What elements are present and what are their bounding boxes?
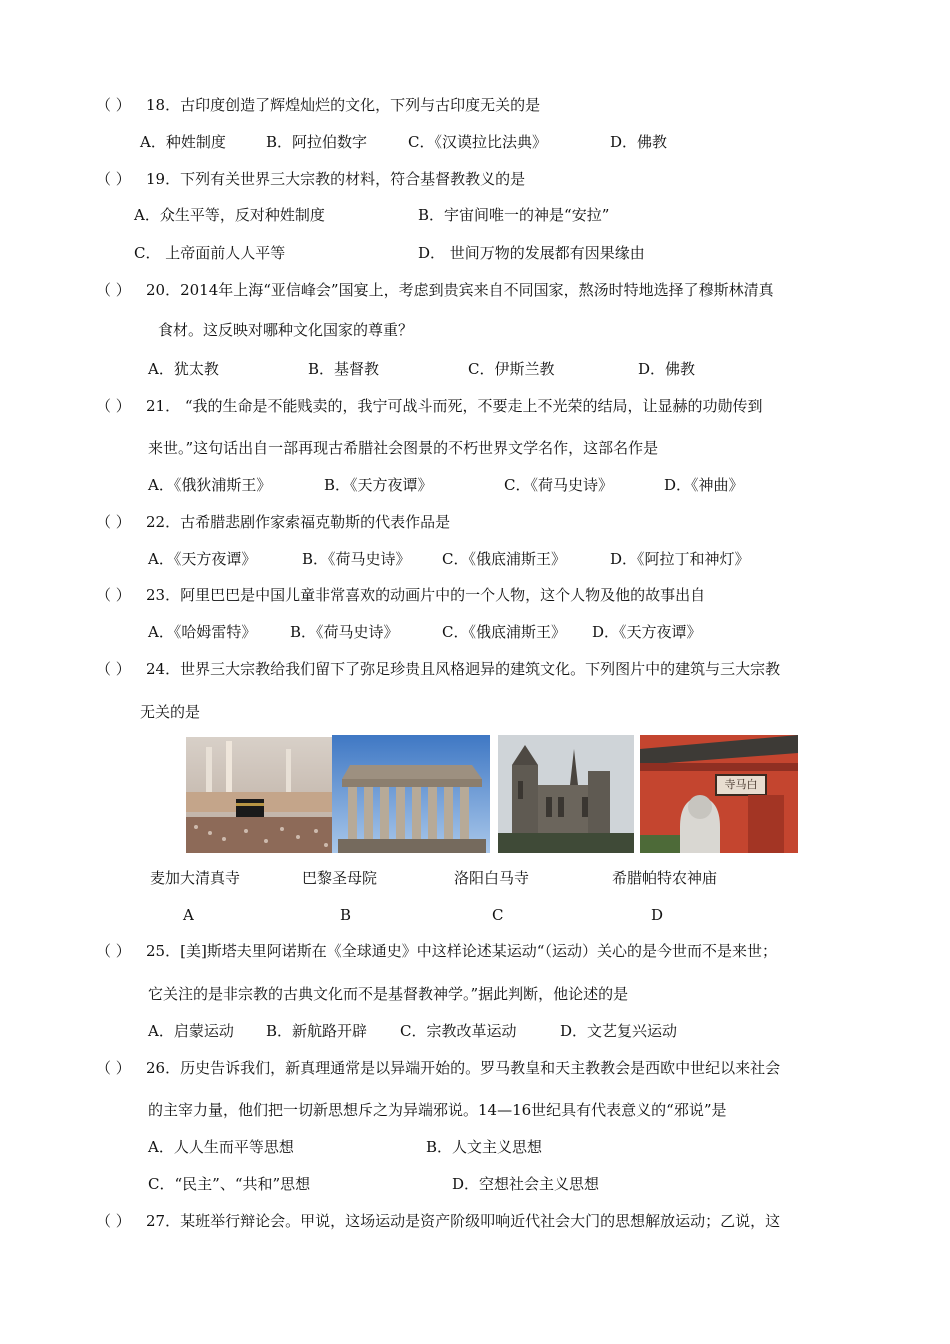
q18-option-b[interactable]: B．阿拉伯数字 <box>266 133 368 151</box>
picture-option-b[interactable]: B <box>340 906 352 924</box>
picture-option-c[interactable]: C <box>492 906 504 924</box>
q20-option-a[interactable]: A．犹太教 <box>148 360 219 378</box>
caption-1: 麦加大清真寺 <box>150 869 241 887</box>
q25-option-d[interactable]: D．文艺复兴运动 <box>560 1022 678 1040</box>
caption-4: 希腊帕特农神庙 <box>612 869 718 887</box>
white-horse-temple-photo <box>640 735 798 853</box>
q21-option-d[interactable]: D．《神曲》 <box>664 476 744 494</box>
q21-option-c[interactable]: C．《荷马史诗》 <box>504 476 613 494</box>
q27-stem: 27．某班举行辩论会。甲说，这场运动是资产阶级叩响近代社会大门的思想解放运动；乙说，这 <box>146 1212 781 1230</box>
q23-option-a[interactable]: A．《哈姆雷特》 <box>148 623 257 641</box>
q22-paren[interactable]: （ ） <box>96 513 131 531</box>
q26-stem: 26．历史告诉我们，新真理通常是以异端开始的。罗马教皇和天主教教会是西欧中世纪以来社会 <box>146 1059 781 1077</box>
q19-stem: 19．下列有关世界三大宗教的材料，符合基督教教义的是 <box>146 170 526 188</box>
q18-stem: 18．古印度创造了辉煌灿烂的文化，下列与古印度无关的是 <box>146 96 541 114</box>
q26-option-b[interactable]: B．人文主义思想 <box>426 1138 543 1156</box>
q20-stem-cont: 食材。这反映对哪种文化国家的尊重？ <box>158 321 414 339</box>
q22-stem: 22．古希腊悲剧作家索福克勒斯的代表作品是 <box>146 513 451 531</box>
q23-paren[interactable]: （ ） <box>96 586 131 604</box>
q25-option-c[interactable]: C．宗教改革运动 <box>400 1022 517 1040</box>
q20-option-b[interactable]: B．基督教 <box>308 360 380 378</box>
q24-paren[interactable]: （ ） <box>96 660 131 678</box>
q21-paren[interactable]: （ ） <box>96 397 131 415</box>
caption-2: 巴黎圣母院 <box>302 869 378 887</box>
q26-option-a[interactable]: A．人人生而平等思想 <box>148 1138 294 1156</box>
mecca-mosque-photo <box>186 737 332 853</box>
q23-option-c[interactable]: C．《俄底浦斯王》 <box>442 623 566 641</box>
parthenon-photo <box>332 735 490 853</box>
q23-stem: 23．阿里巴巴是中国儿童非常喜欢的动画片中的一个人物，这个人物及他的故事出自 <box>146 586 706 604</box>
q25-option-b[interactable]: B．新航路开辟 <box>266 1022 368 1040</box>
q22-option-b[interactable]: B．《荷马史诗》 <box>302 550 411 568</box>
q21-stem: 21． “我的生命是不能贱卖的，我宁可战斗而死，不要走上不光荣的结局，让显赫的功勋传到 <box>146 397 763 415</box>
q26-option-d[interactable]: D．空想社会主义思想 <box>452 1175 600 1193</box>
q26-option-c[interactable]: C．“民主”、“共和”思想 <box>148 1175 311 1193</box>
q26-stem-cont: 的主宰力量，他们把一切新思想斥之为异端邪说。14—16世纪具有代表意义的“邪说”是 <box>148 1101 727 1119</box>
q24-stem-cont: 无关的是 <box>140 703 201 721</box>
caption-3: 洛阳白马寺 <box>454 869 530 887</box>
q20-paren[interactable]: （ ） <box>96 281 131 299</box>
picture-option-d[interactable]: D <box>651 906 664 924</box>
q19-paren[interactable]: （ ） <box>96 170 131 188</box>
q19-option-a[interactable]: A．众生平等，反对种姓制度 <box>134 206 325 224</box>
q25-stem-cont: 它关注的是非宗教的古典文化而不是基督教神学。”据此判断，他论述的是 <box>148 985 629 1003</box>
q23-option-b[interactable]: B．《荷马史诗》 <box>290 623 399 641</box>
q25-option-a[interactable]: A．启蒙运动 <box>148 1022 234 1040</box>
q20-option-d[interactable]: D．佛教 <box>638 360 696 378</box>
q26-paren[interactable]: （ ） <box>96 1059 131 1077</box>
q22-option-c[interactable]: C．《俄底浦斯王》 <box>442 550 566 568</box>
q22-option-d[interactable]: D．《阿拉丁和神灯》 <box>610 550 750 568</box>
q24-stem: 24．世界三大宗教给我们留下了弥足珍贵且风格迥异的建筑文化。下列图片中的建筑与三大宗教 <box>146 660 781 678</box>
q18-paren[interactable]: （ ） <box>96 96 131 114</box>
q20-stem: 20．2014年上海“亚信峰会”国宴上，考虑到贵宾来自不同国家，熬汤时特地选择了穆斯林清真 <box>146 281 774 299</box>
picture-option-a[interactable]: A <box>183 906 194 924</box>
q18-option-d[interactable]: D．佛教 <box>610 133 668 151</box>
q19-option-b[interactable]: B．宇宙间唯一的神是“安拉” <box>418 206 610 224</box>
q25-paren[interactable]: （ ） <box>96 942 131 960</box>
q21-stem-cont: 来世。”这句话出自一部再现古希腊社会图景的不朽世界文学名作，这部名作是 <box>148 439 659 457</box>
q25-stem: 25．[美]斯塔夫里阿诺斯在《全球通史》中这样论述某运动“（运动）关心的是今世而不是来世； <box>146 942 777 960</box>
q19-option-c[interactable]: C． 上帝面前人人平等 <box>134 244 286 262</box>
temple-sign-text: 寺马白 <box>724 778 758 791</box>
notre-dame-photo <box>498 735 634 853</box>
q18-option-c[interactable]: C．《汉谟拉比法典》 <box>408 133 547 151</box>
q20-option-c[interactable]: C．伊斯兰教 <box>468 360 555 378</box>
q21-option-b[interactable]: B．《天方夜谭》 <box>324 476 433 494</box>
q21-option-a[interactable]: A．《俄狄浦斯王》 <box>148 476 272 494</box>
q22-option-a[interactable]: A．《天方夜谭》 <box>148 550 257 568</box>
q19-option-d[interactable]: D． 世间万物的发展都有因果缘由 <box>418 244 645 262</box>
q27-paren[interactable]: （ ） <box>96 1212 131 1230</box>
q18-option-a[interactable]: A．种姓制度 <box>140 133 226 151</box>
q23-option-d[interactable]: D．《天方夜谭》 <box>592 623 702 641</box>
